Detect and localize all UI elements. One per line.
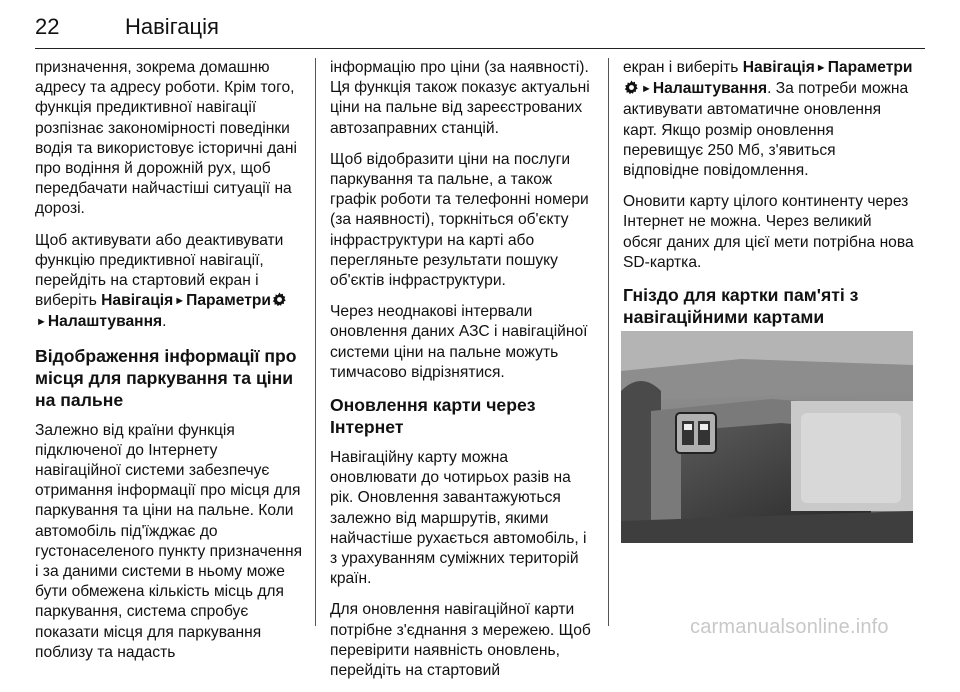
section-heading: Оновлення карти через Інтернет: [330, 395, 536, 438]
sd-card-slot-photo: [621, 331, 913, 543]
paragraph-text: . За потреби можна активувати автоматичне оновлення карт. Якщо розмір оновлення перевищує 250 Мб, з'явиться відповідне повідомлення.: [623, 80, 909, 180]
paragraph: призначення, зокрема домашню адресу та адресу роботи. Крім того, функція предиктивної навігації розпізнає закономірності поведінки водія та використовує історичні дані про водіння й дорожній рух, щоб передбачати найчастіші ситуації на дорозі.: [35, 59, 297, 218]
column-divider-1: [315, 58, 316, 626]
page-header: [35, 8, 925, 50]
menu-path-parameters: Параметри: [827, 59, 913, 76]
paragraph-text: .: [162, 313, 167, 331]
column-2: [330, 58, 596, 692]
menu-path-navigation: Навігація: [742, 59, 815, 76]
menu-path-parameters: Параметри: [186, 292, 271, 310]
paragraph: інформацію про ціни (за наявності). Ця функція також показує актуальні ціни на пальне від зареєстрованих автозаправних станцій.: [330, 59, 590, 137]
arrow-right-icon: ►: [815, 62, 827, 74]
paragraph-text: Щоб активувати або деактивувати функцію предиктивної навігації, перейдіть на стартовий екран і виберіть: [35, 231, 284, 310]
gear-icon: [624, 80, 639, 95]
chapter-title: Навігація: [125, 14, 219, 39]
column-3: [623, 58, 915, 338]
paragraph: Навігаційну карту можна оновлювати до чотирьох разів на рік. Оновлення завантажуються залежно від маршрутів, якими найчастіше рухається автомобіль, і з урахуванням суміжних територій країн.: [330, 449, 587, 588]
menu-path-settings: Налаштування: [652, 80, 768, 98]
paragraph-menu: [623, 58, 915, 181]
arrow-right-icon: ►: [174, 295, 186, 308]
page-number: 22: [35, 14, 60, 39]
gear-icon: [272, 292, 287, 307]
menu-path-settings: Налаштування: [47, 313, 163, 331]
arrow-right-icon: ►: [641, 83, 652, 96]
paragraph-activation: [35, 231, 303, 334]
menu-path-navigation: Навігація: [101, 292, 174, 310]
photo-illustration: [621, 331, 913, 543]
paragraph: Залежно від країни функція підключеної до Інтернету навігаційної системи забезпечує отримання інформації про місця для паркування та ціни на пальне. Коли автомобіль під'їжджає до густонаселеного пункту призначення і за даними системи в ньому може бути обмежена кількість місць для паркування, система спробує показати місця для паркування поблизу та надасть: [35, 421, 303, 661]
arrow-right-icon: ►: [36, 316, 47, 329]
column-divider-2: [608, 58, 609, 626]
paragraph: Оновити карту цілого континенту через Інтернет не можна. Через великий обсяг даних для цієї мети потрібна нова SD-картка.: [623, 193, 914, 271]
column-1: [35, 58, 303, 674]
paragraph-text: екран і виберіть: [623, 59, 743, 76]
paragraph: Через неоднакові інтервали оновлення даних АЗС і навігаційної системи ціни на пальне можуть тимчасово відрізнятися.: [330, 303, 588, 381]
watermark: carmanualsonline.info: [690, 616, 889, 638]
section-heading: Гніздо для картки пам'яті з навігаційними картами: [623, 285, 859, 328]
paragraph: Щоб відобразити ціни на послуги паркування та пальне, а також графік роботи та телефонні номери (за наявності), торкніться об'єкту інфраструктури на карті або перегляньте результати пошуку об'єктів інфраструктури.: [330, 150, 589, 290]
section-heading: Відображення інформації про місця для паркування та ціни на пальне: [35, 345, 297, 410]
paragraph: Для оновлення навігаційної карти потрібне з'єднання з мережею. Щоб перевірити наявність оновлень, перейдіть на стартовий: [330, 601, 591, 680]
header-rule: [35, 48, 925, 49]
